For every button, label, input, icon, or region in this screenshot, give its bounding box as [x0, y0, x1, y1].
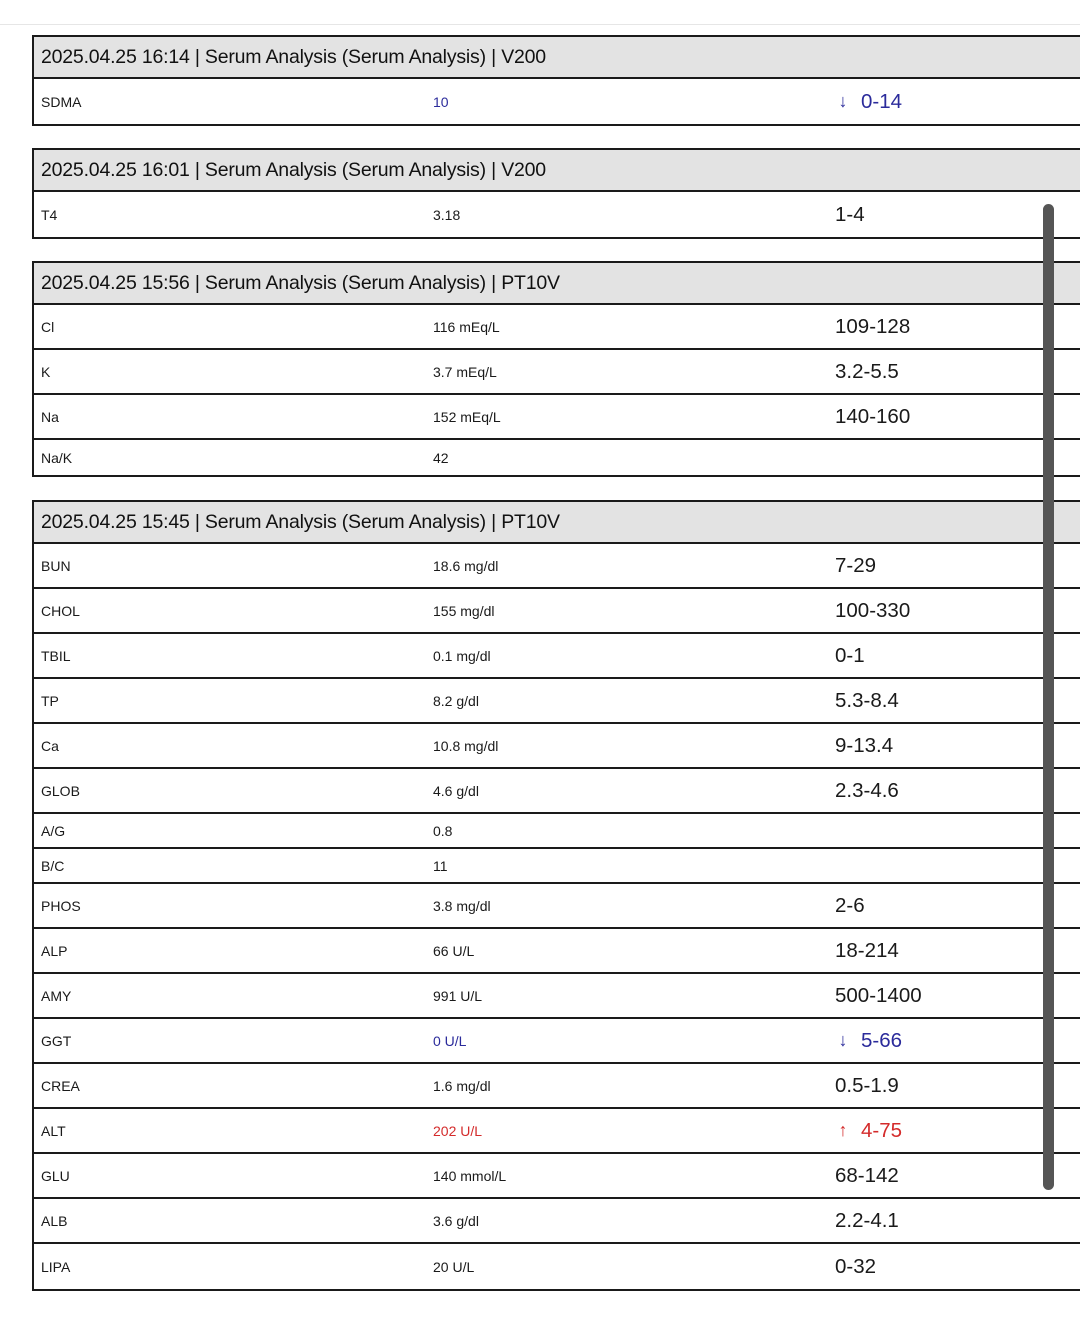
test-name: T4	[41, 206, 58, 223]
reference-range	[835, 554, 876, 578]
test-name: GGT	[41, 1032, 72, 1049]
test-name: ALB	[41, 1212, 68, 1229]
result-row	[34, 884, 1080, 929]
result-row	[34, 1109, 1080, 1154]
reference-range	[835, 90, 902, 114]
result-row	[34, 1019, 1080, 1064]
result-row	[34, 1154, 1080, 1199]
result-row	[34, 192, 1080, 237]
test-value: 1.6 mg/dl	[433, 1077, 491, 1094]
result-row	[34, 440, 1080, 475]
test-name: Ca	[41, 737, 59, 754]
scrollbar[interactable]	[1043, 204, 1054, 1190]
reference-range	[835, 1074, 899, 1098]
reference-range-text: 5.3-8.4	[835, 688, 899, 712]
test-value: 10	[433, 93, 449, 110]
result-panel	[32, 261, 1080, 477]
reference-range	[835, 599, 910, 623]
panel-header: 2025.04.25 16:01 | Serum Analysis (Serum Analysis) | V200	[34, 150, 1080, 192]
result-row	[34, 544, 1080, 589]
test-name: LIPA	[41, 1258, 71, 1275]
test-name: K	[41, 363, 51, 380]
test-value: 8.2 g/dl	[433, 692, 479, 709]
test-name: Cl	[41, 318, 55, 335]
panel-header: 2025.04.25 15:45 | Serum Analysis (Serum Analysis) | PT10V	[34, 502, 1080, 544]
reference-range-text: 7-29	[835, 553, 877, 577]
result-row	[34, 974, 1080, 1019]
test-value: 3.6 g/dl	[433, 1212, 479, 1229]
test-name: CREA	[41, 1077, 80, 1094]
reference-range-text: 2.3-4.6	[835, 778, 899, 802]
test-value: 11	[433, 857, 448, 874]
reference-range-text: 109-128	[835, 314, 911, 338]
panel-header: 2025.04.25 16:14 | Serum Analysis (Serum Analysis) | V200	[34, 37, 1080, 79]
panel-header: 2025.04.25 15:56 | Serum Analysis (Serum Analysis) | PT10V	[34, 263, 1080, 305]
result-row	[34, 769, 1080, 814]
test-value: 152 mEq/L	[433, 408, 501, 425]
reference-range	[835, 1209, 899, 1233]
test-name: PHOS	[41, 897, 81, 914]
reference-range	[835, 405, 910, 429]
reference-range-text: 0-1	[835, 643, 865, 667]
result-row	[34, 634, 1080, 679]
result-row	[34, 350, 1080, 395]
result-row	[34, 589, 1080, 634]
arrow-up-icon: ↑	[838, 1120, 848, 1140]
test-value: 10.8 mg/dl	[433, 737, 499, 754]
reference-range-text: 68-142	[835, 1163, 899, 1187]
test-name: GLOB	[41, 782, 80, 799]
test-value: 140 mmol/L	[433, 1167, 507, 1184]
reference-range-text: 140-160	[835, 404, 911, 428]
test-value: 18.6 mg/dl	[433, 557, 499, 574]
test-value: 0 U/L	[433, 1032, 467, 1049]
reference-range	[835, 689, 899, 713]
test-name: BUN	[41, 557, 71, 574]
test-value: 42	[433, 449, 449, 466]
result-row	[34, 929, 1080, 974]
reference-range	[835, 315, 910, 339]
reference-range	[835, 1255, 876, 1279]
result-row	[34, 849, 1080, 884]
test-value: 991 U/L	[433, 987, 483, 1004]
test-name: GLU	[41, 1167, 70, 1184]
result-panel	[32, 35, 1080, 126]
reference-range	[835, 939, 899, 963]
test-value: 0.1 mg/dl	[433, 647, 491, 664]
result-row	[34, 679, 1080, 724]
reference-range-text: 500-1400	[835, 983, 922, 1007]
result-row	[34, 305, 1080, 350]
arrow-down-icon: ↓	[838, 91, 848, 111]
reference-range-text: 9-13.4	[835, 733, 894, 757]
reference-range-text: 0-32	[835, 1254, 877, 1278]
reference-range-text: 0-14	[861, 89, 903, 113]
reference-range	[835, 734, 893, 758]
result-row	[34, 724, 1080, 769]
test-value: 4.6 g/dl	[433, 782, 479, 799]
reference-range	[835, 1119, 902, 1143]
reference-range-text: 5-66	[861, 1028, 903, 1052]
test-value: 3.18	[433, 206, 461, 223]
test-name: ALT	[41, 1122, 66, 1139]
test-value: 20 U/L	[433, 1258, 475, 1275]
reference-range	[835, 779, 899, 803]
reference-range-text: 2.2-4.1	[835, 1208, 899, 1232]
result-row	[34, 79, 1080, 124]
top-bar	[0, 0, 1080, 25]
reference-range	[835, 203, 865, 227]
reference-range	[835, 1164, 899, 1188]
test-name: CHOL	[41, 602, 80, 619]
test-name: SDMA	[41, 93, 82, 110]
result-row	[34, 1064, 1080, 1109]
arrow-down-icon: ↓	[838, 1030, 848, 1050]
test-value: 202 U/L	[433, 1122, 483, 1139]
result-panel	[32, 148, 1080, 239]
test-name: Na/K	[41, 449, 73, 466]
result-row	[34, 814, 1080, 849]
reference-range	[835, 984, 922, 1008]
result-row	[34, 1244, 1080, 1289]
test-name: A/G	[41, 822, 66, 839]
test-name: TP	[41, 692, 59, 709]
test-value: 66 U/L	[433, 942, 475, 959]
result-row	[34, 1199, 1080, 1244]
reference-range-text: 1-4	[835, 202, 865, 226]
test-value: 116 mEq/L	[433, 318, 500, 335]
result-panel	[32, 500, 1080, 1291]
reference-range-text: 0.5-1.9	[835, 1073, 899, 1097]
reference-range	[835, 1029, 902, 1053]
reference-range-text: 100-330	[835, 598, 911, 622]
reference-range-text: 4-75	[861, 1118, 903, 1142]
test-value: 3.8 mg/dl	[433, 897, 491, 914]
test-name: ALP	[41, 942, 68, 959]
test-name: TBIL	[41, 647, 71, 664]
reference-range-text: 3.2-5.5	[835, 359, 899, 383]
reference-range-text: 18-214	[835, 938, 899, 962]
reference-range-text: 2-6	[835, 893, 865, 917]
test-value: 3.7 mEq/L	[433, 363, 497, 380]
reference-range	[835, 360, 899, 384]
test-value: 155 mg/dl	[433, 602, 495, 619]
result-row	[34, 395, 1080, 440]
test-name: B/C	[41, 857, 65, 874]
test-name: AMY	[41, 987, 72, 1004]
test-name: Na	[41, 408, 59, 425]
reference-range	[835, 644, 865, 668]
test-value: 0.8	[433, 822, 453, 839]
reference-range	[835, 894, 865, 918]
